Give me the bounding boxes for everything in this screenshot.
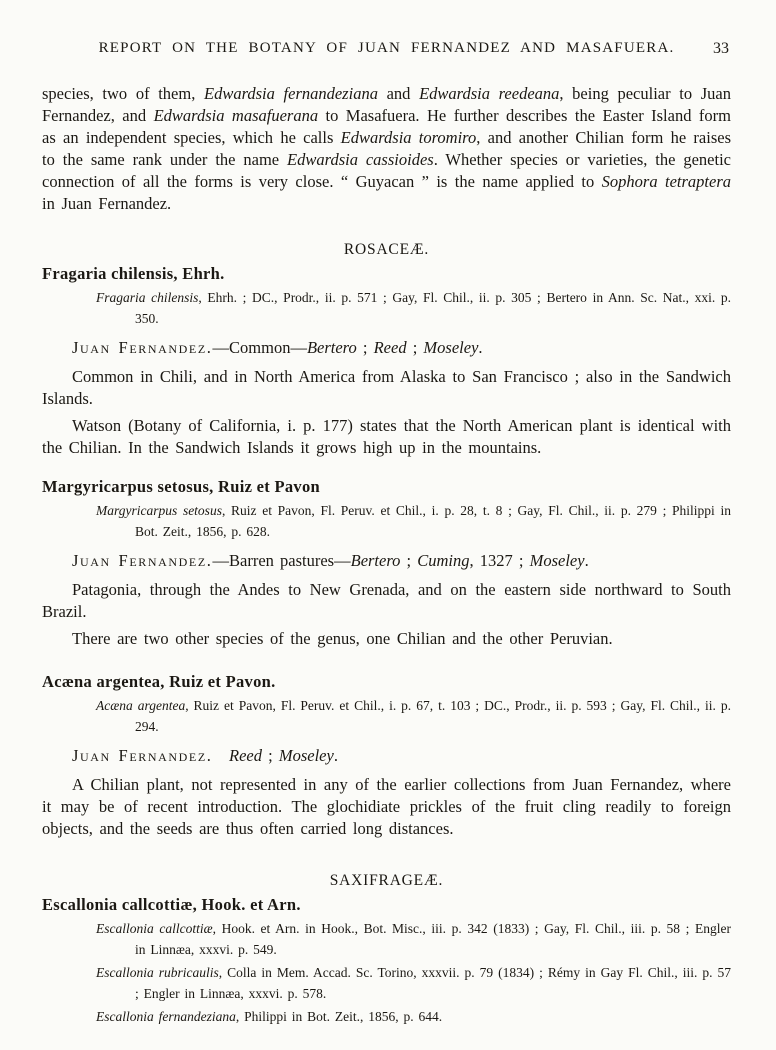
text-run: to Masafuera. He further describes the Easter Island form as an independent species, which he calls	[42, 106, 731, 147]
text-run: , Ruiz et Pavon, Fl. Peruv. et Chil., i. p. 28, t. 8 ; Gay, Fl. Chil., ii. p. 279 ; Philippi in Bot. Zeit., 1856, p. 628.	[135, 503, 732, 539]
synonymy-citation	[96, 963, 732, 1004]
text-run: Edwardsia cassioides	[287, 150, 434, 169]
text-run: Edwardsia toromiro	[340, 128, 477, 147]
text-run: , and another Chilian form he raises to the same rank under the name	[42, 128, 731, 169]
text-run: , Colla in Mem. Accad. Sc. Torino, xxxvii. p. 79 (1834) ; Rémy in Gay Fl. Chil., iii. p. 57 ; Engler in Linnæa, xxxvi. p. 578.	[135, 965, 732, 1001]
text-run: Juan Fernandez.	[72, 746, 213, 765]
text-run: .	[478, 338, 483, 357]
text-run: ;	[356, 338, 374, 357]
text-run: Moseley	[423, 338, 479, 357]
paragraph: There are two other species of the genus, one Chilian and the other Peruvian.	[72, 629, 613, 648]
locality-line	[42, 745, 731, 767]
species-heading-escallonia: Escallonia callcottiæ, Hook. et Arn.	[42, 895, 301, 914]
text-run: —Common—	[212, 338, 307, 357]
text-run: , Hook. et Arn. in Hook., Bot. Misc., iii. p. 342 (1833) ; Gay, Fl. Chil., iii. p. 58 ; Engler in Linnæa, xxxvi. p. 549.	[135, 921, 731, 957]
text-run: Reed	[373, 338, 407, 357]
text-run: , Philippi in Bot. Zeit., 1856, p. 644.	[235, 1009, 443, 1024]
text-run: ;	[262, 746, 279, 765]
page-number: 33	[713, 40, 729, 57]
text-run: Edwardsia fernandeziana	[203, 84, 378, 103]
species-entry-acaena	[42, 672, 731, 840]
text-run: Edwardsia reedeana	[419, 84, 560, 103]
family-heading-saxifrageae: SAXIFRAGEÆ.	[329, 872, 444, 889]
text-run: Reed	[229, 746, 262, 765]
running-header	[42, 40, 731, 57]
synonymy-citation	[96, 696, 731, 737]
paragraph: A Chilian plant, not represented in any of the earlier collections from Juan Fernandez, where it may be of recent introduction. The glochidiate prickles of the fruit cling readily to foreign objects, and the seeds are thus often carried long distances.	[42, 775, 731, 838]
text-run: . Whether species or varieties, the genetic connection of all the forms is very close. “ Guyacan ” is the name applied to	[42, 150, 731, 191]
intro-paragraph	[42, 83, 731, 215]
species-entry-margyricarpus	[42, 477, 731, 650]
paragraph: Patagonia, through the Andes to New Grenada, and on the eastern side northward to South Brazil.	[42, 580, 731, 621]
text-run: Moseley	[278, 746, 334, 765]
text-run: Bertero	[306, 338, 357, 357]
text-run: .	[333, 746, 338, 765]
locality-line	[42, 337, 731, 359]
text-run: in Juan Fernandez.	[42, 194, 172, 213]
text-run: ;	[400, 551, 418, 570]
text-run: Sophora tetraptera	[601, 172, 731, 191]
text-run: Acæna argentea	[96, 698, 186, 713]
text-run: , being peculiar to Juan Fernandez, and	[42, 84, 731, 125]
text-run	[213, 746, 230, 765]
synonymy-citation	[96, 501, 732, 542]
text-run: , 1327 ;	[469, 551, 530, 570]
synonymy-citation	[96, 288, 731, 329]
species-entry-fragaria	[42, 264, 731, 459]
text-run: , Ehrh. ; DC., Prodr., ii. p. 571 ; Gay, Fl. Chil., ii. p. 305 ; Bertero in Ann. Sc. Nat., xxi. p. 350.	[135, 290, 731, 326]
text-run: and	[377, 84, 420, 103]
text-run: Margyricarpus setosus	[96, 503, 222, 518]
page-header-title: REPORT ON THE BOTANY OF JUAN FERNANDEZ AND MASAFUERA.	[98, 40, 675, 56]
text-run: Escallonia fernandeziana	[96, 1009, 236, 1024]
text-run: .	[584, 551, 589, 570]
text-run: Cuming	[417, 551, 470, 570]
section-rosaceae	[42, 241, 731, 840]
synonymy-citation	[96, 1007, 731, 1028]
text-run: Escallonia rubricaulis	[96, 965, 219, 980]
text-run: Fragaria chilensis	[96, 290, 199, 305]
text-run: Moseley	[529, 551, 585, 570]
text-run: Juan Fernandez.	[72, 338, 213, 357]
text-run: Bertero	[350, 551, 401, 570]
species-heading-margyricarpus: Margyricarpus setosus, Ruiz et Pavon	[42, 477, 320, 496]
text-run: Escallonia callcottiæ	[96, 921, 213, 936]
text-run: ;	[406, 338, 424, 357]
paragraph: Common in Chili, and in North America from Alaska to San Francisco ; also in the Sandwich Islands.	[42, 367, 731, 408]
text-run: Edwardsia masafuerana	[153, 106, 319, 125]
text-run: —Barren pastures—	[212, 551, 351, 570]
text-run: , Ruiz et Pavon, Fl. Peruv. et Chil., i. p. 67, t. 103 ; DC., Prodr., ii. p. 593 ; Gay, Fl. Chil., ii. p. 294.	[135, 698, 731, 734]
species-heading-fragaria: Fragaria chilensis, Ehrh.	[42, 264, 225, 283]
paragraph: Watson (Botany of California, i. p. 177) states that the North American plant is identical with the Chilian. In the Sandwich Islands it grows high up in the mountains.	[42, 416, 731, 457]
text-run: species, two of them,	[42, 84, 204, 103]
locality-line	[42, 550, 731, 572]
text-run: Juan Fernandez.	[72, 551, 213, 570]
family-heading-rosaceae: ROSACEÆ.	[343, 241, 430, 258]
synonymy-citation	[96, 919, 731, 960]
section-saxifrageae	[42, 872, 731, 1028]
species-heading-acaena: Acæna argentea, Ruiz et Pavon.	[42, 672, 276, 691]
species-entry-escallonia	[42, 895, 731, 1028]
